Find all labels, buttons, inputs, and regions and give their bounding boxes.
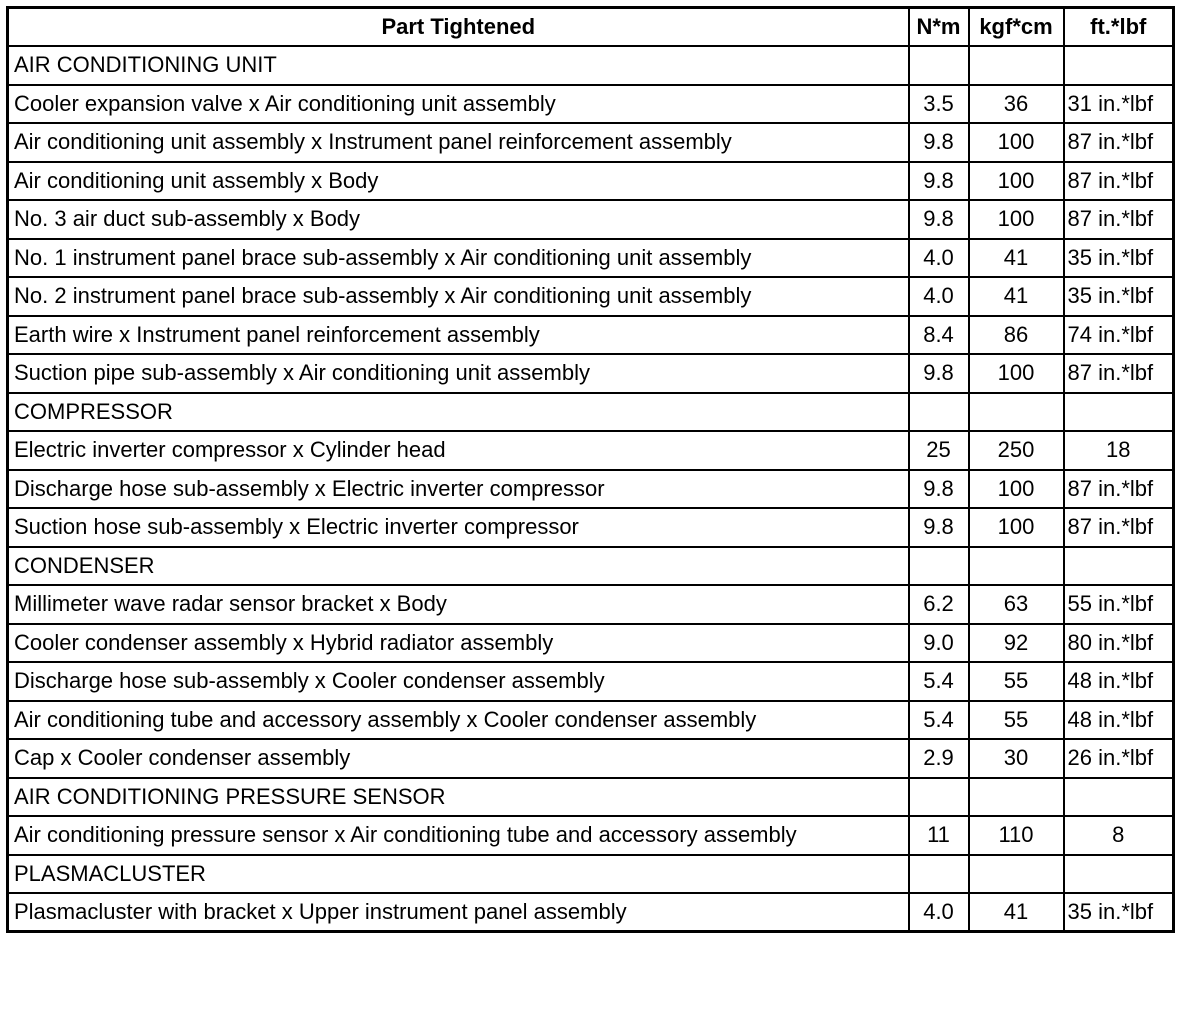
section-row [8,393,1174,432]
nm-cell: 4.0 [909,277,969,316]
part-cell: Cooler expansion valve x Air conditioning unit assembly [8,85,909,124]
part-cell: AIR CONDITIONING UNIT [8,46,909,85]
ft-lbf-cell: 35 in.*lbf [1064,239,1174,278]
table-row [8,354,1174,393]
ft-lbf-cell: 87 in.*lbf [1064,200,1174,239]
nm-cell [909,46,969,85]
table-header-row [8,8,1174,47]
nm-cell: 9.8 [909,123,969,162]
section-row [8,46,1174,85]
part-cell: Plasmacluster with bracket x Upper instrument panel assembly [8,893,909,932]
nm-cell: 4.0 [909,239,969,278]
nm-cell: 2.9 [909,739,969,778]
ft-lbf-cell: 48 in.*lbf [1064,701,1174,740]
table-row [8,85,1174,124]
part-cell: Earth wire x Instrument panel reinforcement assembly [8,316,909,355]
part-cell: Air conditioning tube and accessory assembly x Cooler condenser assembly [8,701,909,740]
ft-lbf-cell: 87 in.*lbf [1064,508,1174,547]
part-cell: No. 2 instrument panel brace sub-assembly x Air conditioning unit assembly [8,277,909,316]
kgf-cm-cell: 100 [969,508,1064,547]
nm-cell [909,778,969,817]
part-cell: Discharge hose sub-assembly x Electric inverter compressor [8,470,909,509]
ft-lbf-cell: 87 in.*lbf [1064,123,1174,162]
ft-lbf-cell: 35 in.*lbf [1064,277,1174,316]
ft-lbf-cell: 31 in.*lbf [1064,85,1174,124]
nm-cell: 25 [909,431,969,470]
ft-lbf-cell: 80 in.*lbf [1064,624,1174,663]
ft-lbf-cell: 18 [1064,431,1174,470]
kgf-cm-cell: 100 [969,354,1064,393]
section-row [8,855,1174,894]
kgf-cm-cell: 41 [969,239,1064,278]
kgf-cm-cell: 100 [969,200,1064,239]
part-cell: AIR CONDITIONING PRESSURE SENSOR [8,778,909,817]
header-part-tightened: Part Tightened [8,8,909,47]
kgf-cm-cell: 100 [969,470,1064,509]
kgf-cm-cell: 41 [969,893,1064,932]
table-row [8,200,1174,239]
part-cell: Electric inverter compressor x Cylinder head [8,431,909,470]
torque-table-container [6,6,1175,933]
part-cell: No. 3 air duct sub-assembly x Body [8,200,909,239]
ft-lbf-cell: 8 [1064,816,1174,855]
part-cell: Millimeter wave radar sensor bracket x Body [8,585,909,624]
nm-cell: 5.4 [909,662,969,701]
table-row [8,277,1174,316]
kgf-cm-cell: 92 [969,624,1064,663]
part-cell: Cap x Cooler condenser assembly [8,739,909,778]
kgf-cm-cell: 86 [969,316,1064,355]
nm-cell: 9.8 [909,162,969,201]
kgf-cm-cell: 100 [969,123,1064,162]
table-body [8,46,1174,932]
ft-lbf-cell [1064,547,1174,586]
nm-cell: 4.0 [909,893,969,932]
nm-cell [909,547,969,586]
kgf-cm-cell: 36 [969,85,1064,124]
part-cell: CONDENSER [8,547,909,586]
nm-cell: 3.5 [909,85,969,124]
table-row [8,739,1174,778]
kgf-cm-cell: 30 [969,739,1064,778]
ft-lbf-cell [1064,778,1174,817]
nm-cell: 9.8 [909,354,969,393]
part-cell: Suction hose sub-assembly x Electric inverter compressor [8,508,909,547]
kgf-cm-cell: 250 [969,431,1064,470]
ft-lbf-cell [1064,46,1174,85]
table-row [8,893,1174,932]
part-cell: Air conditioning pressure sensor x Air conditioning tube and accessory assembly [8,816,909,855]
table-row [8,585,1174,624]
part-cell: No. 1 instrument panel brace sub-assembly x Air conditioning unit assembly [8,239,909,278]
nm-cell: 9.8 [909,470,969,509]
nm-cell [909,393,969,432]
part-cell: Air conditioning unit assembly x Instrument panel reinforcement assembly [8,123,909,162]
ft-lbf-cell [1064,393,1174,432]
table-row [8,162,1174,201]
ft-lbf-cell: 48 in.*lbf [1064,662,1174,701]
nm-cell: 6.2 [909,585,969,624]
table-row [8,470,1174,509]
ft-lbf-cell: 55 in.*lbf [1064,585,1174,624]
nm-cell: 9.8 [909,200,969,239]
nm-cell [909,855,969,894]
table-row [8,239,1174,278]
nm-cell: 9.8 [909,508,969,547]
part-cell: COMPRESSOR [8,393,909,432]
ft-lbf-cell [1064,855,1174,894]
ft-lbf-cell: 87 in.*lbf [1064,162,1174,201]
kgf-cm-cell: 100 [969,162,1064,201]
nm-cell: 8.4 [909,316,969,355]
kgf-cm-cell: 110 [969,816,1064,855]
table-row [8,123,1174,162]
kgf-cm-cell: 63 [969,585,1064,624]
section-row [8,547,1174,586]
table-row [8,316,1174,355]
part-cell: Discharge hose sub-assembly x Cooler condenser assembly [8,662,909,701]
ft-lbf-cell: 87 in.*lbf [1064,470,1174,509]
ft-lbf-cell: 26 in.*lbf [1064,739,1174,778]
nm-cell: 5.4 [909,701,969,740]
ft-lbf-cell: 74 in.*lbf [1064,316,1174,355]
part-cell: Suction pipe sub-assembly x Air conditioning unit assembly [8,354,909,393]
table-row [8,624,1174,663]
table-row [8,816,1174,855]
header-kgf-cm: kgf*cm [969,8,1064,47]
kgf-cm-cell: 55 [969,701,1064,740]
header-nm: N*m [909,8,969,47]
table-row [8,662,1174,701]
nm-cell: 11 [909,816,969,855]
kgf-cm-cell [969,855,1064,894]
table-row [8,701,1174,740]
section-row [8,778,1174,817]
part-cell: Cooler condenser assembly x Hybrid radiator assembly [8,624,909,663]
kgf-cm-cell [969,393,1064,432]
kgf-cm-cell: 55 [969,662,1064,701]
kgf-cm-cell [969,778,1064,817]
part-cell: Air conditioning unit assembly x Body [8,162,909,201]
part-cell: PLASMACLUSTER [8,855,909,894]
torque-specification-table [6,6,1175,933]
ft-lbf-cell: 35 in.*lbf [1064,893,1174,932]
ft-lbf-cell: 87 in.*lbf [1064,354,1174,393]
kgf-cm-cell: 41 [969,277,1064,316]
kgf-cm-cell [969,46,1064,85]
header-ft-lbf: ft.*lbf [1064,8,1174,47]
table-row [8,431,1174,470]
table-row [8,508,1174,547]
nm-cell: 9.0 [909,624,969,663]
kgf-cm-cell [969,547,1064,586]
